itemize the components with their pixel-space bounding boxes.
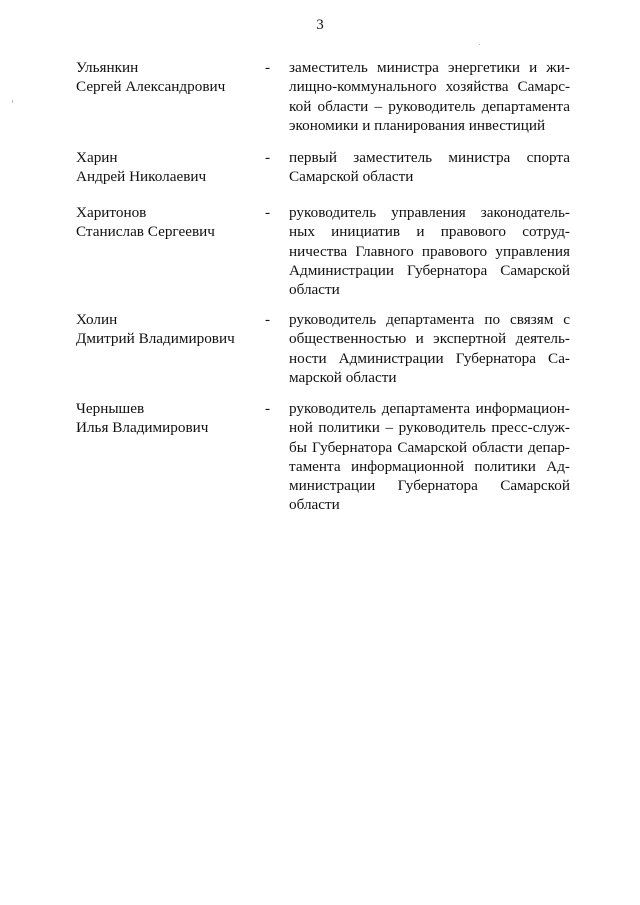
position-line: области [289,496,340,514]
position-line: бы Губернатора Самарской области депар- [289,438,570,456]
given-names: Дмитрий Владимирович [76,330,235,348]
given-names: Сергей Александрович [76,78,226,96]
scan-speck [12,100,13,103]
given-names: Илья Владимирович [76,419,209,437]
page-number: 3 [316,17,324,33]
position-line: области [289,281,340,299]
person-name [76,203,256,242]
position-title [289,203,570,299]
surname: Харитонов [76,204,147,221]
position-title [289,310,570,387]
position-line: руководитель управления законодатель- [289,204,570,221]
position-line: руководитель департамента информацион- [289,400,570,417]
position-line: общественностью и экспертной деятель- [289,330,570,348]
position-line: руководитель департамента по связям с [289,311,570,328]
position-line: первый заместитель министра спорта [289,149,570,166]
person-name [76,310,256,349]
person-name [76,148,256,187]
surname: Харин [76,149,118,166]
position-line: министрации Губернатора Самарской [289,477,570,495]
position-line: экономики и планирования инвестиций [289,116,546,134]
person-name [76,399,256,438]
position-title [289,58,570,135]
dash-separator: - [265,149,271,166]
surname: Чернышев [76,400,145,417]
surname: Холин [76,311,118,328]
person-name [76,58,256,97]
dash-separator: - [265,59,271,76]
position-line: тамента информационной политики Ад- [289,457,570,475]
given-names: Станислав Сергеевич [76,223,215,241]
position-line: ности Администрации Губернатора Са- [289,349,570,367]
surname: Ульянкин [76,59,139,76]
position-line: Администрации Губернатора Самарской [289,261,570,279]
position-line: кой области – руководитель департамента [289,97,570,115]
dash-separator: - [265,311,271,328]
position-title [289,399,570,515]
position-title [289,148,570,187]
given-names: Андрей Николаевич [76,168,207,186]
dash-separator: - [265,204,271,221]
dash-separator: - [265,400,271,417]
position-line: марской области [289,368,397,386]
position-line: лищно-коммунального хозяйства Самарс- [289,78,570,96]
position-line: ничества Главного правового управления [289,242,570,260]
position-line: Самарской области [289,168,414,186]
position-line: заместитель министра энергетики и жи- [289,59,570,76]
position-line: ной политики – руководитель пресс-служ- [289,419,570,437]
position-line: ных инициатив и правового сотруд- [289,223,570,241]
scan-speck [479,44,480,45]
